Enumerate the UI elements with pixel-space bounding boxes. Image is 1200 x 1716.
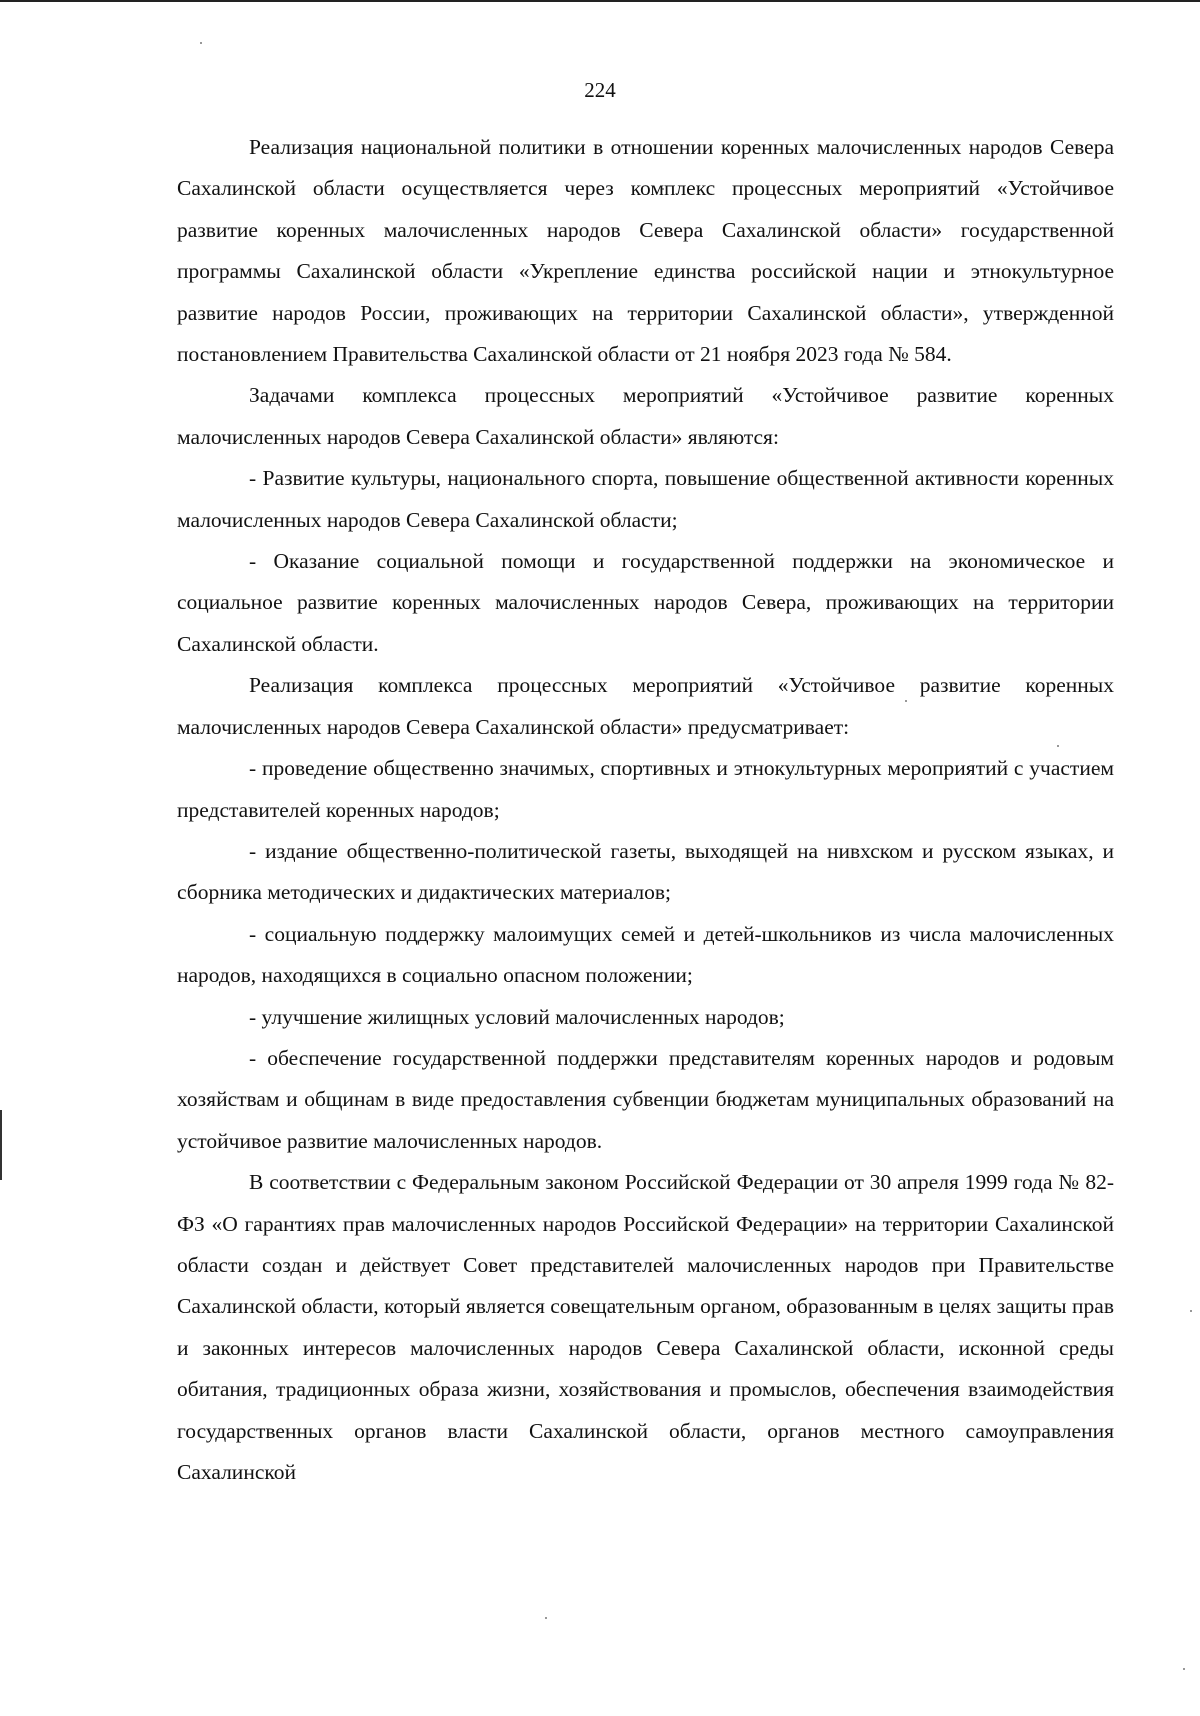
paragraph-task-social-aid: - Оказание социальной помощи и государственной поддержки на экономическое и социальное развитие коренных малочисленных народов Севера, проживающих на территории Сахалинской области.: [177, 549, 1114, 656]
document-body: [177, 127, 1114, 1493]
paragraph-measure-housing: - улучшение жилищных условий малочисленных народов;: [249, 1004, 785, 1029]
paragraph-task-culture: - Развитие культуры, национального спорта, повышение общественной активности коренных малочисленных народов Севера Сахалинской области;: [177, 466, 1114, 532]
paragraph-measures-intro: Реализация комплекса процессных мероприятий «Устойчивое развитие коренных малочисленных народов Севера Сахалинской области» предусматривает:: [177, 673, 1114, 739]
left-scan-edge-mark: [0, 1110, 2, 1180]
top-edge-rule: [0, 0, 1200, 2]
scan-speck: [1183, 1668, 1185, 1670]
paragraph-federal-law-council: В соответствии с Федеральным законом Российской Федерации от 30 апреля 1999 года № 82-ФЗ «О гарантиях прав малочисленных народов Российской Федерации» на территории Сахалинской области создан и действует Совет представителей малочисленных народов при Правительстве Сахалинской области, который является совещательным органом, образованным в целях защиты прав и законных интересов малочисленных народов Севера Сахалинской области, исконной среды обитания, традиционных образа жизни, хозяйствования и промыслов, обеспечения взаимодействия государственных органов власти Сахалинской области, органов местного самоуправления Сахалинской: [177, 1170, 1114, 1484]
scan-speck: [200, 42, 202, 44]
paragraph-measure-state-support: - обеспечение государственной поддержки представителям коренных народов и родовым хозяйствам и общинам в виде предоставления субвенции бюджетам муниципальных образований на устойчивое развитие малочисленных народов.: [177, 1045, 1114, 1153]
paragraph-measure-social-support: - социальную поддержку малоимущих семей и детей-школьников из числа малочисленных народов, находящихся в социально опасном положении;: [177, 921, 1114, 988]
scan-speck: [545, 1617, 547, 1619]
paragraph-measure-events: - проведение общественно значимых, спортивных и этнокультурных мероприятий с участием представителей коренных народов;: [177, 756, 1114, 822]
paragraph-tasks-intro: Задачами комплекса процессных мероприятий «Устойчивое развитие коренных малочисленных народов Севера Сахалинской области» являются:: [177, 383, 1114, 449]
page-number: 224: [584, 78, 616, 102]
scan-speck: [1190, 1310, 1192, 1312]
paragraph-policy-implementation: Реализация национальной политики в отношении коренных малочисленных народов Севера Сахалинской области осуществляется через комплекс процессных мероприятий «Устойчивое развитие коренных малочисленных народов Севера Сахалинской области» государственной программы Сахалинской области «Укрепление единства российской нации и этнокультурное развитие народов России, проживающих на территории Сахалинской области», утвержденной постановлением Правительства Сахалинской области от 21 ноября 2023 года № 584.: [177, 135, 1114, 367]
paragraph-measure-newspaper: - издание общественно-политической газеты, выходящей на нивхском и русском языках, и сборника методических и дидактических материалов;: [177, 838, 1114, 905]
